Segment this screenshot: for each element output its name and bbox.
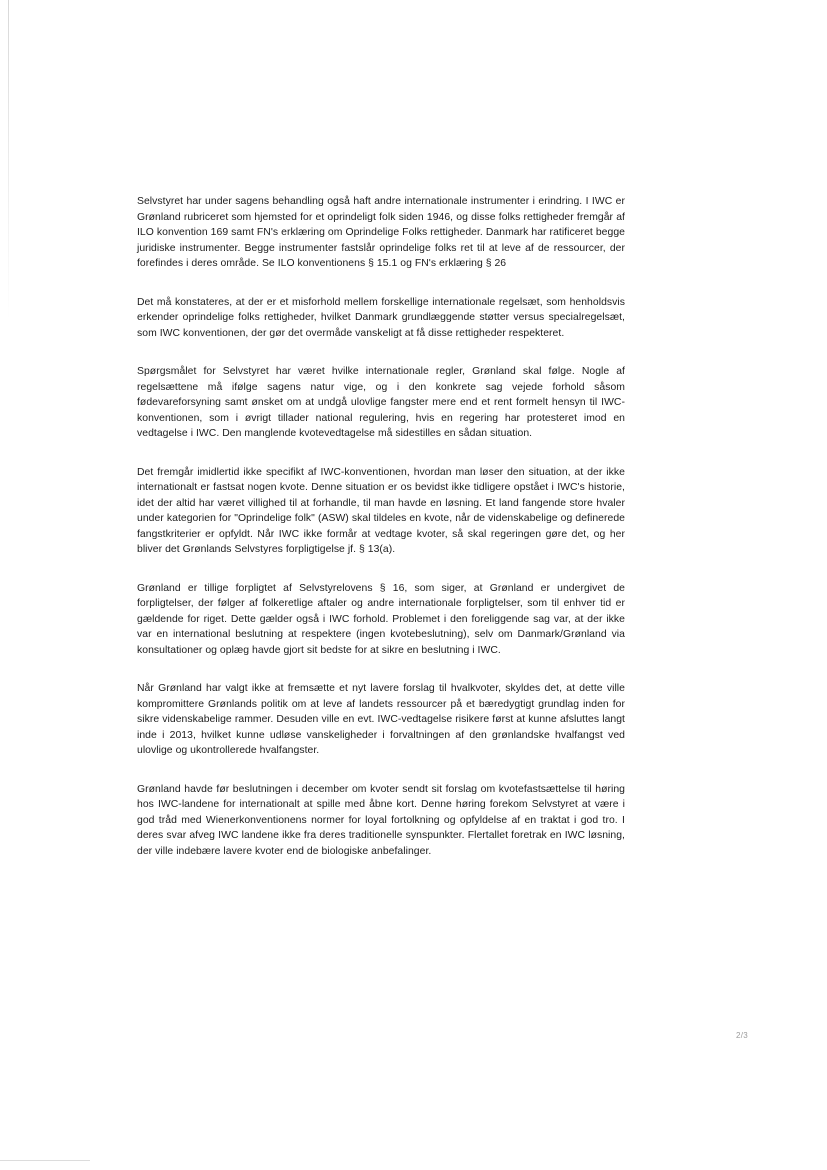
scan-edge-bottom: [0, 1160, 90, 1161]
page-number: 2/3: [736, 1031, 749, 1040]
paragraph-instruments: Selvstyret har under sagens behandling også haft andre internationale instrumenter i erindring. I IWC er Grønland rubriceret som hjemsted for et oprindeligt folk siden 1946, og disse folks rettigheder fremgår af ILO konvention 169 samt FN's erklæring om Oprindelige Folks rettigheder. Danmark har ratificeret begge juridiske instrumenter. Begge instrumenter fastslår oprindelige folks ret til at leve af de ressourcer, der forefindes i deres område. Se ILO konventionens § 15.1 og FN's erklæring § 26: [137, 196, 625, 269]
paragraph-kvote-situation: Det fremgår imidlertid ikke specifikt af IWC-konventionen, hvordan man løser den situation, at der ikke internationalt er fastsat nogen kvote. Denne situation er os bevidst ikke tidligere opstået i IWC's historie, idet der altid har været villighed til at forhandle, til man havde en løsning. Et land fangende store hvaler under kategorien for "Oprindelige folk" (ASW) skal tildeles en kvote, når de videnskabelige og definerede fangstkriterier er opfyldt. Når IWC ikke formår at vedtage kvoter, så skal regeringen gøre det, og her bliver det Grønlands Selvstyres forpligtigelse jf. § 13(a).: [137, 466, 625, 555]
scan-edge-left: [8, 0, 9, 320]
paragraph-selvstyrelov: Grønland er tillige forpligtet af Selvstyrelovens § 16, som siger, at Grønland er undergivet de forpligtelser, der følger af folkeretlige aftaler og andre internationale forpligtelser, som til enhver tid er gældende for riget. Dette gælder også i IWC forhold. Problemet i den foreliggende sag var, at der ikke var en international beslutning at respektere (ingen kvotebeslutning), selv om Danmark/Grønland via konsultationer og oplæg havde gjort sit bedste for at sikre en beslutning i IWC.: [137, 582, 625, 656]
paragraph-misforhold: Det må konstateres, at der er et misforhold mellem forskellige internationale regelsæt, som henholdsvis erkender oprindelige folks rettigheder, hvilket Danmark grundlæggende støtter versus specialregelsæt, som IWC konventionen, der gør det overmåde vanskeligt at få disse rettigheder respekteret.: [137, 296, 625, 339]
paragraph-hoering: Grønland havde før beslutningen i december om kvoter sendt sit forslag om kvotefastsættelse til høring hos IWC-landene for internationalt at spille med åbne kort. Denne høring forekom Selvstyret at være i god tråd med Wienerkonventionens normer for loyal fortolkning og opfyldelse af en traktat i god tro. I deres svar afveg IWC landene ikke fra deres traditionelle synspunkter. Flertallet foretrak en IWC løsning, der ville indebære lavere kvoter end de biologiske anbefalinger.: [137, 783, 625, 857]
paragraph-forslag: Når Grønland har valgt ikke at fremsætte et nyt lavere forslag til hvalkvoter, skyldes det, at dette ville kompromittere Grønlands politik om at leve af landets ressourcer på et bæredygtigt grundlag inden for sikre videnskabelige rammer. Desuden ville en evt. IWC-vedtagelse risikere først at kunne afsluttes langt inde i 2013, hvilket kunne udløse vanskeligheder i forvaltningen af den grønlandske hvalfangst ved ulovlige og ukontrollerede hvalfangster.: [137, 683, 625, 756]
document-body: [137, 194, 625, 882]
paragraph-regler: Spørgsmålet for Selvstyret har været hvilke internationale regler, Grønland skal følge. Nogle af regelsættene må ifølge sagens natur vige, og i den konkrete sag vejede forhold såsom fødevareforsyning samt ønsket om at undgå ulovlige fangster mere end et rent formelt hensyn til IWC-konventionen, som i øvrigt tillader national regulering, hvis en regering har protesteret imod en vedtagelse i IWC. Den manglende kvotevedtagelse må sidestilles en sådan situation.: [137, 366, 625, 439]
